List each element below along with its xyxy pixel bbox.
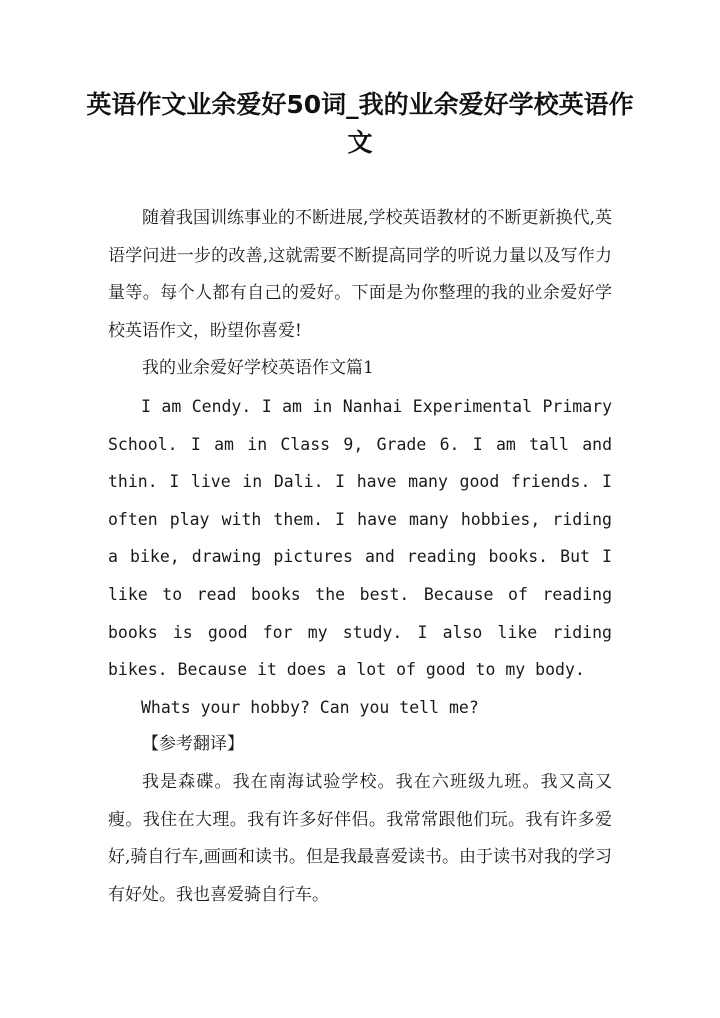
document-body <box>108 200 612 914</box>
english-essay-paragraph: I am Cendy. I am in Nanhai Experimental Primary School. I am in Class 9, Grade 6. I am tall and thin. I live in Dali. I have many good friends. I often play with them. I have many hobbies, riding a bike, drawing pictures and reading books. But I like to read books the best. Because of reading books is good for my study. I also like riding bikes. Because it does a lot of good to my body. <box>108 396 612 680</box>
translation-paragraph: 我是森碟。我在南海试验学校。我在六班级九班。我又高又瘦。我住在大理。我有许多好伴侣。我常常跟他们玩。我有许多爱好,骑自行车,画画和读书。但是我最喜爱读书。由于读书对我的学习有好处。我也喜爱骑自行车。 <box>108 771 612 905</box>
intro-paragraph: 随着我国训练事业的不断进展,学校英语教材的不断更新换代,英语学问进一步的改善,这就需要不断提高同学的听说力量以及写作力量等。每个人都有自己的爱好。下面是为你整理的我的业余爱好学校英语作文，盼望你喜爱! <box>108 208 612 341</box>
document-title: 英语作文业余爱好50词_我的业余爱好学校英语作文 <box>86 90 634 157</box>
section-heading: 我的业余爱好学校英语作文篇1 <box>142 358 374 379</box>
translation-label: 【参考翻译】 <box>142 734 244 755</box>
english-question-paragraph: Whats your hobby? Can you tell me? <box>141 697 479 717</box>
